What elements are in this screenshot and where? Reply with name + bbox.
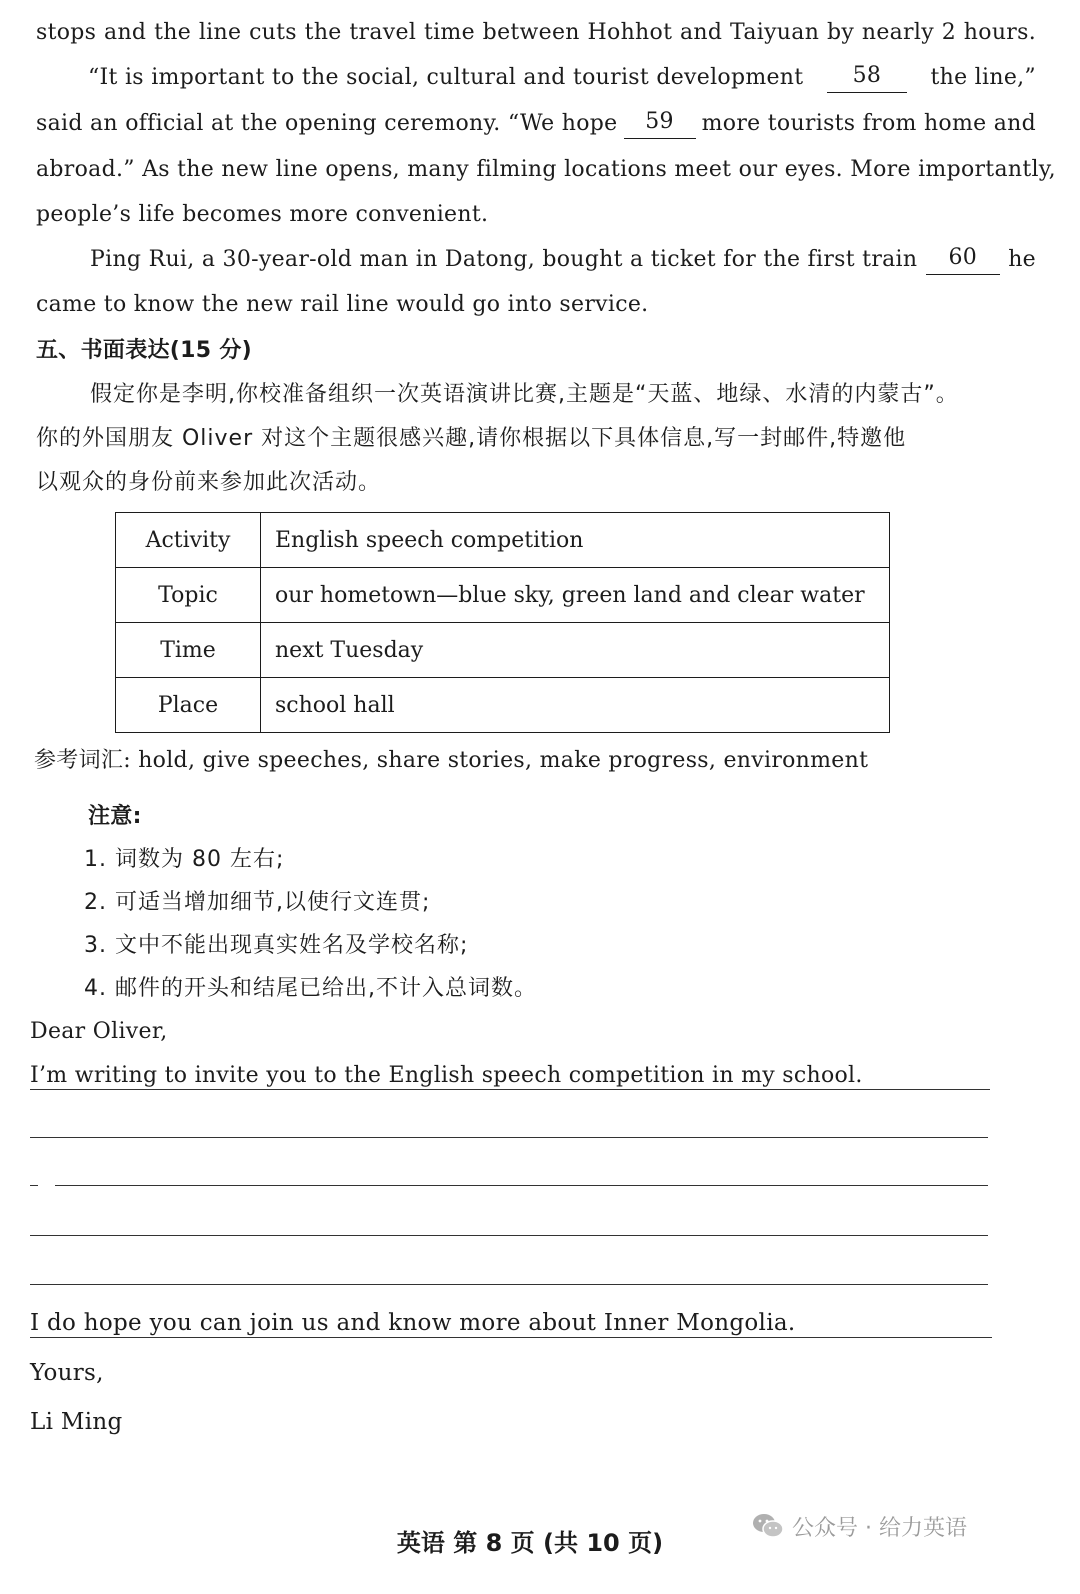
note-item: 4. 邮件的开头和结尾已给出,不计入总词数。 xyxy=(84,976,537,1001)
letter-opening: I’m writing to invite you to the English speech competition in my school. xyxy=(30,1063,863,1088)
passage-text: said an official at the opening ceremony. “We hope xyxy=(36,111,618,136)
watermark-text: 公众号 · 给力英语 xyxy=(792,1515,967,1541)
passage-text: the line,” xyxy=(930,65,1036,90)
table-key: Topic xyxy=(116,568,261,623)
passage-text: Ping Rui, a 30-year-old man in Datong, bought a ticket for the first train xyxy=(90,247,918,272)
writing-line xyxy=(30,1284,988,1285)
table-row xyxy=(116,678,890,733)
vocabulary-hint: 参考词汇: hold, give speeches, share stories, make progress, environment xyxy=(34,748,869,773)
passage-line-1: stops and the line cuts the travel time between Hohhot and Taiyuan by nearly 2 hours. xyxy=(36,20,1036,45)
table-value: next Tuesday xyxy=(261,623,890,678)
writing-line xyxy=(30,1337,992,1338)
note-item: 2. 可适当增加细节,以使行文连贯; xyxy=(84,890,431,915)
passage-line-2 xyxy=(88,63,1036,93)
writing-line xyxy=(30,1235,988,1236)
section-heading: 五、书面表达(15 分) xyxy=(36,338,252,363)
passage-text: “It is important to the social, cultural and tourist development xyxy=(88,65,804,90)
prompt-line-2: 你的外国朋友 Oliver 对这个主题很感兴趣,请你根据以下具体信息,写一封邮件,特邀他 xyxy=(36,426,907,451)
letter-closing: I do hope you can join us and know more about Inner Mongolia. xyxy=(30,1310,796,1336)
wechat-icon xyxy=(752,1512,784,1540)
prompt-line-1: 假定你是李明,你校准备组织一次英语演讲比赛,主题是“天蓝、地绿、水清的内蒙古”。 xyxy=(90,382,959,407)
passage-text: more tourists from home and xyxy=(701,111,1036,136)
passage-line-3 xyxy=(36,109,1036,139)
passage-line-4: abroad.” As the new line opens, many filming locations meet our eyes. More importantly, xyxy=(36,157,1056,182)
passage-line-5: people’s life becomes more convenient. xyxy=(36,202,489,227)
table-key: Activity xyxy=(116,513,261,568)
page-number: 英语 第 8 页 (共 10 页) xyxy=(396,1529,664,1557)
prompt-line-3: 以观众的身份前来参加此次活动。 xyxy=(36,470,382,495)
letter-signature: Li Ming xyxy=(30,1409,123,1435)
table-key: Place xyxy=(116,678,261,733)
passage-text: he xyxy=(1008,247,1036,272)
table-value: school hall xyxy=(261,678,890,733)
table-key: Time xyxy=(116,623,261,678)
table-row xyxy=(116,568,890,623)
note-item: 1. 词数为 80 左右; xyxy=(84,847,285,872)
writing-line xyxy=(30,1137,988,1138)
writing-line-mark xyxy=(30,1185,38,1186)
writing-line xyxy=(55,1185,988,1186)
info-table xyxy=(115,512,890,733)
table-value: English speech competition xyxy=(261,513,890,568)
note-item: 3. 文中不能出现真实姓名及学校名称; xyxy=(84,933,469,958)
notes-title: 注意: xyxy=(88,804,142,829)
letter-salutation: Dear Oliver, xyxy=(30,1019,168,1044)
blank-60: 60 xyxy=(926,245,1000,275)
blank-58: 58 xyxy=(827,63,907,93)
writing-line xyxy=(30,1089,990,1090)
watermark xyxy=(752,1508,967,1544)
table-value: our hometown—blue sky, green land and clear water xyxy=(261,568,890,623)
table-row xyxy=(116,623,890,678)
passage-line-6 xyxy=(90,245,1036,275)
letter-signoff: Yours, xyxy=(30,1360,104,1386)
blank-59: 59 xyxy=(624,109,696,139)
table-row xyxy=(116,513,890,568)
passage-line-7: came to know the new rail line would go into service. xyxy=(36,292,649,317)
